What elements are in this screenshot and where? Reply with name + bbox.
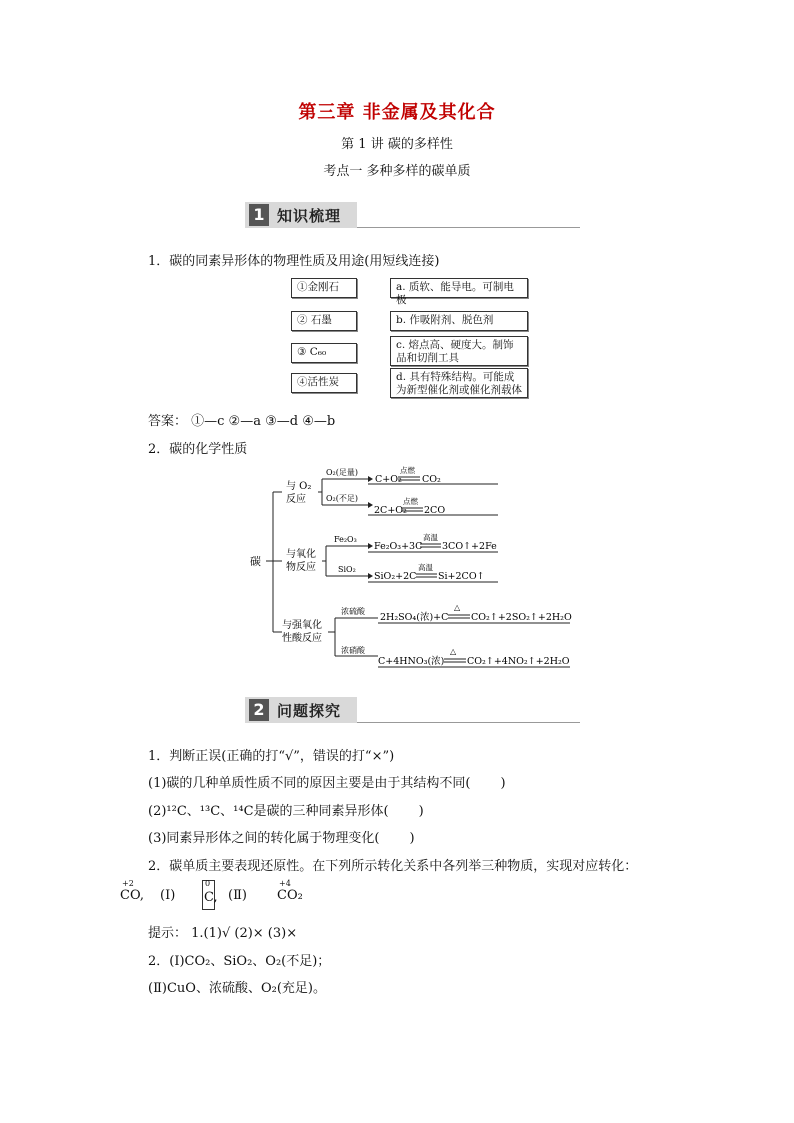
branch-cond-4: SiO₂	[338, 565, 356, 574]
group-1-label-a: 与 O₂	[286, 481, 312, 492]
left-box-2: ② 石墨	[291, 311, 357, 331]
section-number: 2	[249, 699, 269, 721]
equation-2	[374, 496, 445, 516]
equation-4	[374, 562, 485, 582]
question-1-item-2	[148, 800, 424, 819]
right-box-c: c. 熔点高、硬度大。制饰品和切削工具	[390, 336, 528, 366]
question-1-item-3	[148, 827, 415, 846]
close-paren: )	[409, 831, 415, 846]
section-label: 知识梳理	[277, 207, 342, 225]
eq-1-right: CO₂	[422, 474, 441, 485]
answer-text: 答案： ①—c ②—a ③—d ④—b	[148, 414, 336, 429]
eq-4-cond: 高温	[418, 563, 433, 572]
lesson-title: 第 1 讲 碳的多样性	[341, 137, 453, 152]
item-1-text: 1．碳的同素异形体的物理性质及用途(用短线连接)	[148, 254, 440, 269]
hint-text: 提示： 1.(1)√ (2)× (3)×	[148, 926, 298, 941]
tree-root: 碳	[250, 555, 261, 568]
equation-5	[380, 603, 572, 623]
group-2-label-b: 物反应	[286, 562, 316, 573]
eq-4-left: SiO₂+2C	[374, 571, 417, 582]
eq-5-left: 2H₂SO₄(浓)+C	[380, 612, 449, 623]
eq-6-cond: △	[450, 647, 457, 656]
branch-cond-2: O₂(不足)	[326, 494, 359, 503]
section-rule	[357, 722, 580, 723]
left-box-4: ④活性炭	[291, 373, 357, 393]
question-1-item-1	[148, 772, 506, 791]
right-oxidation-state: +4	[279, 879, 291, 888]
conversion-label-2: (Ⅱ)	[228, 888, 247, 903]
center-oxidation-state: 0	[205, 879, 211, 888]
eq-3-cond: 高温	[423, 533, 438, 542]
section-label: 问题探究	[277, 702, 342, 720]
eq-6-left: C+4HNO₃(浓)	[378, 656, 445, 667]
eq-2-left: 2C+O₂	[374, 505, 407, 516]
left-box-3: ③ C₆₀	[291, 343, 357, 363]
section-header-inquiry	[245, 697, 580, 723]
eq-1-cond: 点燃	[400, 466, 415, 475]
left-box-1: ①金刚石	[291, 278, 357, 298]
section-number: 1	[249, 204, 269, 226]
center-formula: C,	[204, 890, 218, 905]
equation-1	[375, 465, 441, 485]
right-box-b: b. 作吸附剂、脱色剂	[390, 311, 528, 331]
topic-title: 考点一 多种多样的碳单质	[323, 164, 471, 179]
item-2-text: 2．碳的化学性质	[148, 442, 248, 457]
conversion-relation	[120, 878, 360, 912]
chapter-title: 第三章 非金属及其化合	[298, 102, 496, 123]
eq-4-right: Si+2CO↑	[438, 571, 485, 582]
right-box-a: a. 质软、能导电。可制电极	[390, 278, 528, 298]
eq-3-left: Fe₂O₃+3C	[374, 541, 423, 552]
section-rule	[357, 227, 580, 228]
branch-cond-5: 浓硫酸	[341, 607, 365, 616]
question-1: 1．判断正误(正确的打“√”，错误的打“×”)	[148, 749, 395, 764]
eq-1-left: C+O₂	[375, 474, 402, 485]
carbon-properties-tree	[240, 460, 580, 675]
equation-3	[374, 532, 497, 552]
equation-6	[378, 647, 570, 667]
eq-3-right: 3CO↑+2Fe	[442, 541, 497, 552]
question-2: 2．碳单质主要表现还原性。在下列所示转化关系中各列举三种物质，实现对应转化：	[148, 859, 638, 874]
q1-item-3-text: (3)同素异形体之间的转化属于物理变化(	[148, 831, 380, 846]
branch-cond-3: Fe₂O₃	[334, 535, 357, 544]
q1-item-1-text: (1)碳的几种单质性质不同的原因主要是由于其结构不同(	[148, 776, 471, 791]
left-formula: CO,	[120, 888, 144, 903]
branch-cond-1: O₂(足量)	[326, 468, 359, 477]
eq-2-right: 2CO	[424, 505, 446, 516]
eq-5-right: CO₂↑+2SO₂↑+2H₂O	[471, 612, 572, 623]
close-paren: )	[418, 804, 424, 819]
answer-2-line-1: 2．(Ⅰ)CO₂、SiO₂、O₂(不足)；	[148, 954, 331, 969]
group-3-label-a: 与强氧化	[282, 620, 322, 631]
conversion-label-1: (Ⅰ)	[160, 888, 176, 903]
answer-2-line-2: (Ⅱ)CuO、浓硫酸、O₂(充足)。	[148, 981, 326, 996]
group-2-label-a: 与氧化	[286, 549, 316, 560]
right-box-d: d. 具有特殊结构。可能成为新型催化剂或催化剂载体	[390, 368, 528, 398]
close-paren: )	[500, 776, 506, 791]
group-1-label-b: 反应	[286, 494, 306, 505]
left-oxidation-state: +2	[122, 879, 134, 888]
q1-item-2-text: (2)¹²C、¹³C、¹⁴C是碳的三种同素异形体(	[148, 804, 389, 819]
eq-5-cond: △	[454, 603, 461, 612]
arrowheads	[368, 476, 373, 579]
group-3-label-b: 性酸反应	[282, 633, 322, 644]
branch-cond-6: 浓硝酸	[341, 646, 365, 655]
eq-6-right: CO₂↑+4NO₂↑+2H₂O	[467, 656, 570, 667]
section-header-knowledge	[245, 202, 580, 228]
right-formula: CO₂	[277, 888, 303, 903]
eq-2-cond: 点燃	[403, 497, 418, 506]
